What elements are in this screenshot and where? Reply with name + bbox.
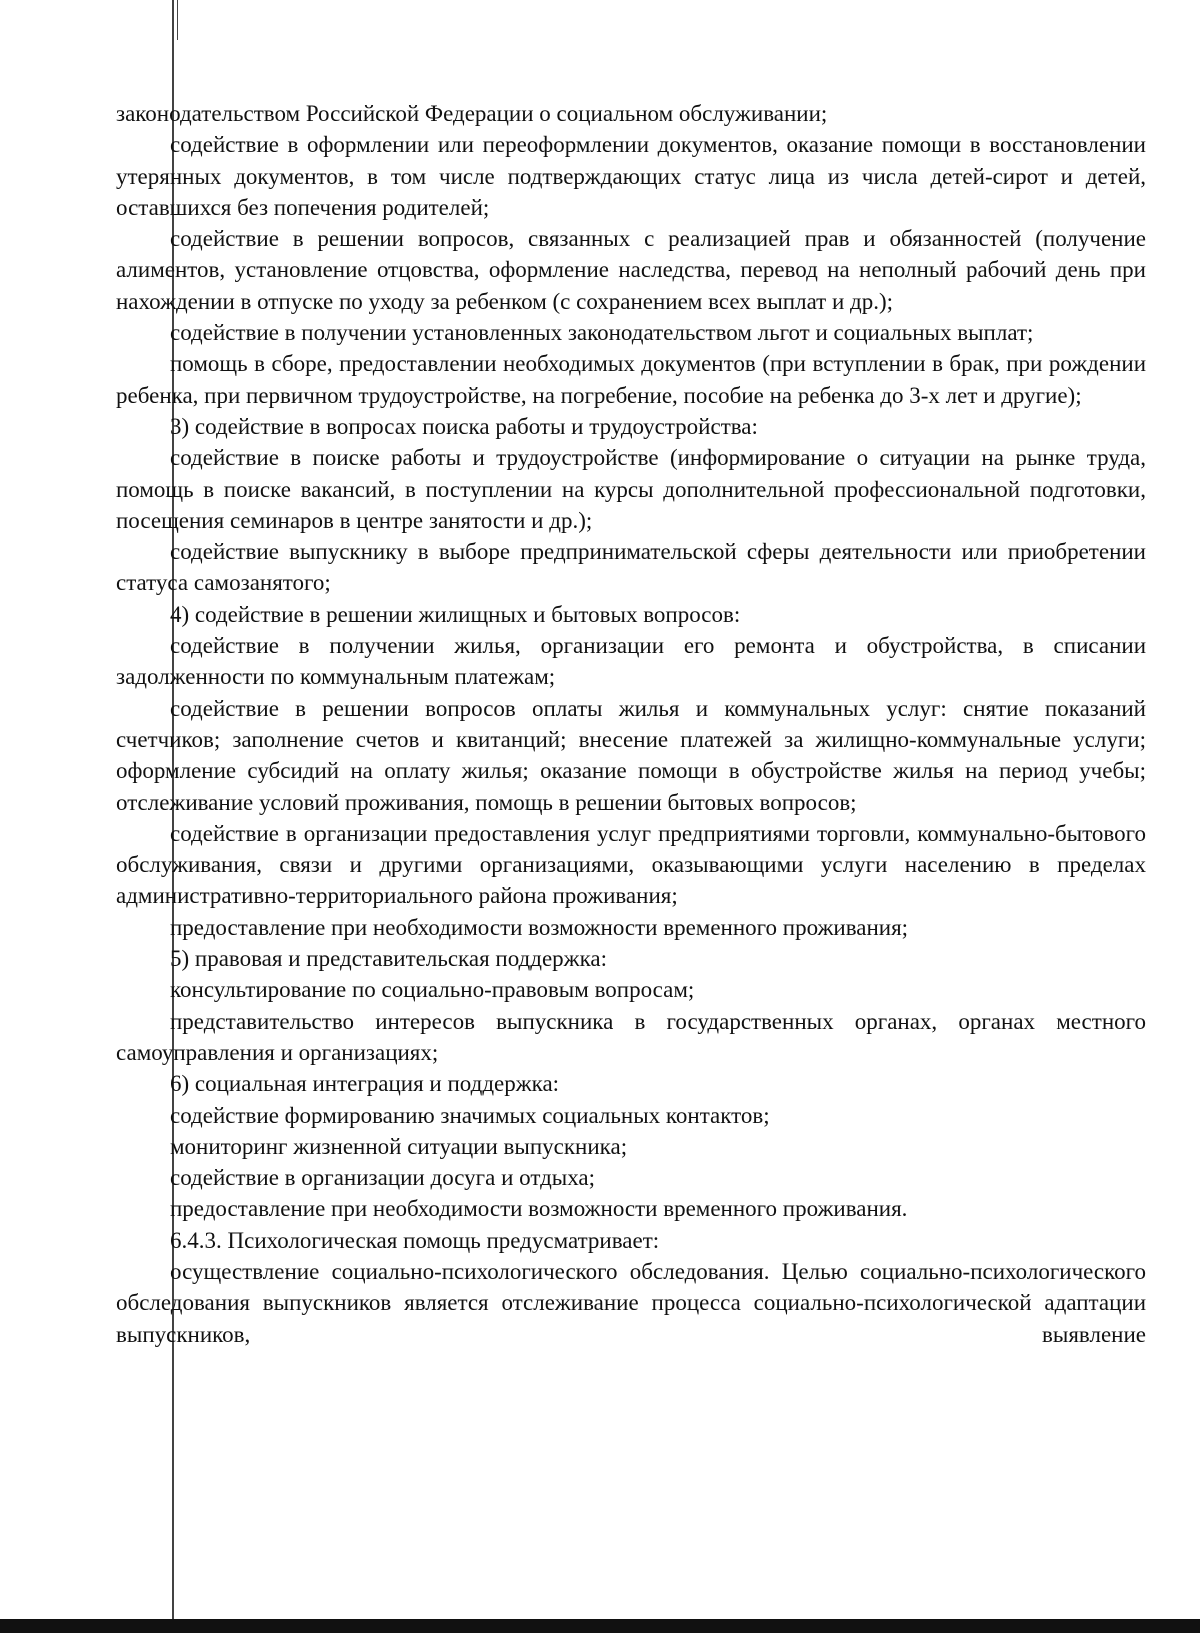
section-heading: 4) содействие в решении жилищных и бытовых вопросов: — [170, 601, 741, 627]
section-heading: 3) содействие в вопросах поиска работы и трудоустройства: — [170, 413, 758, 439]
paragraph: содействие в решении вопросов оплаты жилья и коммунальных услуг: снятие показаний счетчиков; заполнение счетов и квитанций; внесение платежей за жилищно-коммунальные услуги; оформление субсидий на оплату жилья; оказание помощи в обустройстве жилья на период учебы; отслеживание условий проживания, помощь в решении бытовых вопросов; — [116, 695, 1146, 815]
document-body — [116, 98, 1146, 1350]
paragraph: содействие в организации досуга и отдыха; — [170, 1165, 596, 1191]
paragraph: консультирование по социально-правовым вопросам; — [170, 977, 695, 1003]
paragraph: содействие выпускнику в выборе предпринимательской сферы деятельности или приобретении статуса самозанятого; — [116, 539, 1146, 596]
paragraph: законодательством Российской Федерации о социальном обслуживании; — [116, 101, 828, 126]
paragraph: осуществление социально-психологического обследования. Целью социально-психологического обследования выпускников является отслеживание процесса социально-психологической адаптации выпускников, выявление — [116, 1258, 1146, 1347]
section-heading: 5) правовая и представительская поддержка: — [170, 946, 607, 972]
paragraph: содействие в получении жилья, организации его ремонта и обустройства, в списании задолженности по коммунальным платежам; — [116, 633, 1146, 690]
section-heading: 6) социальная интеграция и поддержка: — [170, 1071, 560, 1097]
paragraph: содействие в оформлении или переоформлении документов, оказание помощи в восстановлении утерянных документов, в том числе подтверждающих статус лица из числа детей-сирот и детей, оставшихся без попечения родителей; — [116, 132, 1146, 220]
paragraph: содействие в получении установленных законодательством льгот и социальных выплат; — [170, 320, 1034, 346]
paragraph: предоставление при необходимости возможности временного проживания; — [170, 914, 909, 940]
paragraph: помощь в сборе, предоставлении необходимых документов (при вступлении в брак, при рождении ребенка, при первичном трудоустройстве, на погребение, пособие на ребенка до 3-х лет и другие); — [116, 351, 1146, 408]
paragraph: содействие в организации предоставления услуг предприятиями торговли, коммунально-бытового обслуживания, связи и другими организациями, оказывающими услуги населению в пределах административно-территориального района проживания; — [116, 820, 1146, 909]
paragraph: содействие в решении вопросов, связанных с реализацией прав и обязанностей (получение алиментов, установление отцовства, оформление наследства, перевод на неполный рабочий день при нахождении в отпуске по уходу за ребенком (с сохранением всех выплат и др.); — [116, 226, 1146, 314]
paragraph: содействие формированию значимых социальных контактов; — [170, 1102, 770, 1128]
scan-artifact-line-thin — [177, 0, 178, 40]
paragraph: предоставление при необходимости возможности временного проживания. — [170, 1196, 908, 1222]
paragraph: представительство интересов выпускника в государственных органах, органах местного самоуправления и организациях; — [116, 1008, 1146, 1065]
paragraph: содействие в поиске работы и трудоустройстве (информирование о ситуации на рынке труда, помощь в поиске вакансий, в поступлении на курсы дополнительной профессиональной подготовки, посещения семинаров в центре занятости и др.); — [116, 445, 1146, 533]
paragraph: мониторинг жизненной ситуации выпускника; — [170, 1133, 628, 1159]
section-heading: 6.4.3. Психологическая помощь предусматривает: — [170, 1227, 660, 1253]
scan-bottom-edge — [0, 1619, 1200, 1633]
